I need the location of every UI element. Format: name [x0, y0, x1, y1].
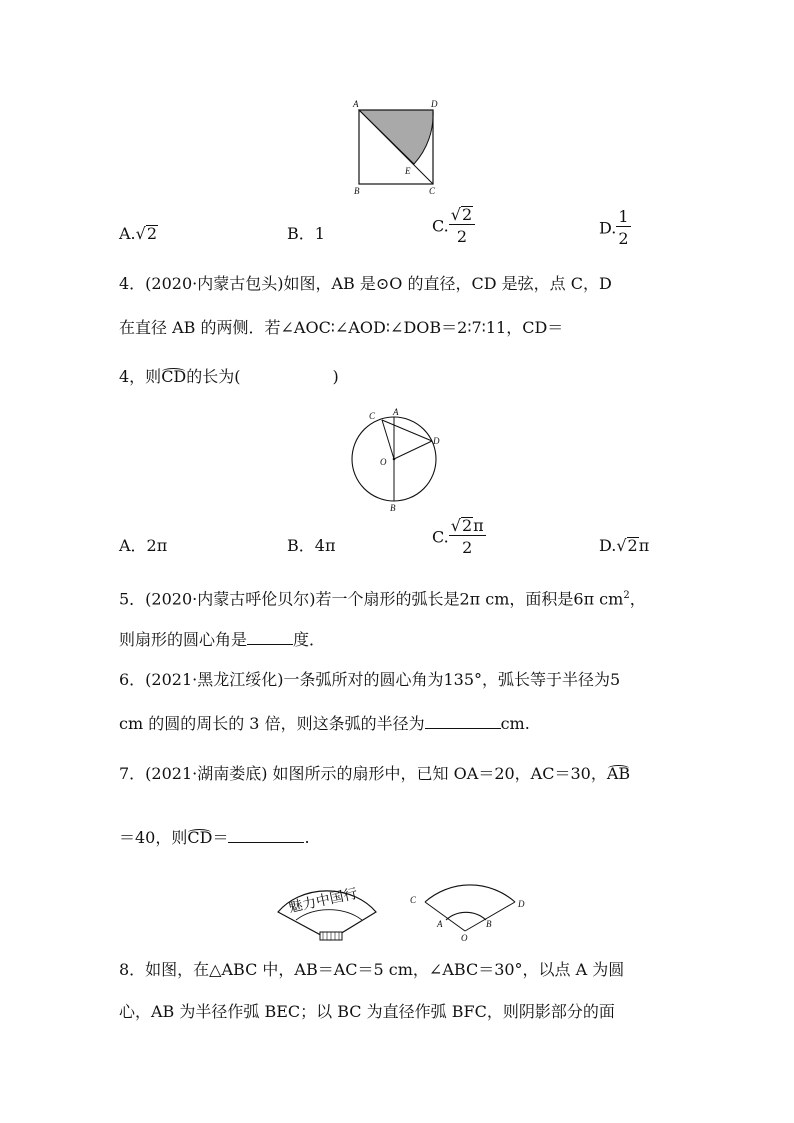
sector-inner-arc — [446, 912, 486, 920]
q6-line-1: 6．(2021·黑龙江绥化)一条弧所对的圆心角为135°，弧长等于半径为5 — [119, 670, 621, 689]
option-prefix: C. — [432, 527, 449, 547]
fraction — [449, 517, 486, 558]
fan-caption: 魅力中国行 — [287, 885, 360, 917]
text-segment: 4，则 — [119, 367, 162, 386]
label-c: C — [410, 895, 417, 905]
option-prefix: D. — [599, 218, 617, 238]
q4-line-3 — [119, 367, 339, 387]
q3-option-b — [287, 224, 325, 244]
q3-option-d — [599, 208, 631, 249]
text-segment: 5．(2020·内蒙古呼伦贝尔)若一个扇形的弧长是2π cm，面积是6π cm — [119, 589, 624, 609]
radius-od — [394, 441, 432, 459]
superscript: 2 — [623, 590, 630, 601]
answer-blank[interactable] — [247, 628, 293, 645]
denominator: 2 — [462, 538, 473, 557]
pi-symbol: π — [638, 536, 650, 555]
sqrt-sign: √ — [135, 224, 146, 243]
sqrt-radicand: 2 — [627, 536, 638, 555]
text-segment: 7．(2021·湖南娄底) 如图所示的扇形中，已知 OA＝20，AC＝30， — [119, 764, 607, 783]
text-segment: ) — [332, 367, 339, 386]
text-segment: 的长为( — [186, 367, 241, 386]
label-d: D — [433, 436, 440, 446]
shaded-region — [359, 110, 433, 164]
sqrt-sign: √ — [450, 205, 461, 224]
q4-option-a: A．2π — [119, 536, 168, 555]
q5-line-2 — [119, 628, 325, 650]
q4-line-1: 4．(2020·内蒙古包头)如图，AB 是⊙O 的直径，CD 是弦，点 C，D — [119, 274, 612, 293]
label-o: O — [461, 933, 468, 943]
radius-oc — [382, 420, 394, 459]
fan-figure — [268, 864, 658, 944]
label-a: A — [393, 407, 399, 417]
option-value: 1 — [314, 224, 325, 243]
q6-line-2 — [119, 712, 530, 734]
q7-line-1 — [119, 764, 630, 784]
sqrt-radicand: 2 — [146, 224, 158, 243]
q7-line-2 — [119, 826, 310, 848]
fraction — [449, 206, 475, 247]
option-prefix: C. — [432, 216, 449, 236]
sqrt-radicand: 2 — [461, 516, 473, 535]
center-point — [393, 458, 396, 461]
label-e: E — [405, 166, 411, 176]
arc-label: AB — [606, 764, 631, 783]
label-b: B — [486, 919, 492, 929]
fraction — [616, 208, 630, 249]
sector-edge-left — [425, 902, 465, 931]
text-segment: 则扇形的圆心角是 — [119, 630, 248, 649]
square-figure — [345, 92, 465, 202]
denominator: 2 — [456, 227, 468, 246]
text-segment: 度． — [293, 630, 326, 649]
label-c: C — [429, 186, 436, 196]
answer-blank[interactable] — [228, 826, 304, 843]
answer-blank[interactable] — [425, 712, 501, 729]
numerator: 1 — [618, 207, 629, 226]
label-a: A — [437, 919, 443, 929]
q4-option-b: B．4π — [287, 536, 336, 555]
label-o: O — [380, 457, 387, 467]
sqrt-radicand: 2 — [461, 205, 473, 224]
text-segment: cm 的圆的周长的 3 倍，则这条弧的半径为 — [119, 714, 425, 733]
sqrt-sign: √ — [450, 516, 461, 535]
sqrt-sign: √ — [616, 536, 627, 555]
text-segment: cm. — [500, 714, 530, 733]
q4-option-d — [599, 536, 649, 556]
q3-option-a — [119, 224, 158, 244]
sector-figure — [410, 885, 525, 943]
q3-option-c — [432, 206, 475, 247]
text-segment: ＝40，则 — [119, 828, 188, 847]
text-segment: . — [304, 828, 310, 847]
label-d: D — [518, 899, 525, 909]
label-d: D — [431, 99, 438, 109]
arc-label: CD — [187, 828, 213, 847]
q4-line-2: 在直径 AB 的两侧．若∠AOC∶∠AOD∶∠DOB＝2∶7∶11，CD＝ — [119, 318, 564, 337]
q5-line-1 — [119, 586, 646, 609]
denominator: 2 — [618, 229, 629, 248]
option-prefix: B． — [287, 224, 315, 243]
label-b: B — [354, 186, 360, 196]
option-prefix: A. — [119, 224, 136, 243]
option-prefix: D. — [599, 536, 617, 555]
sector-outer-arc — [425, 885, 515, 902]
label-a: A — [353, 99, 359, 109]
text-segment: ， — [629, 589, 646, 609]
label-b: B — [390, 503, 396, 513]
pi-symbol: π — [473, 516, 484, 535]
folding-fan — [278, 885, 376, 940]
text-segment: ＝ — [212, 828, 229, 847]
q8-line-1: 8．如图，在△ABC 中，AB＝AC＝5 cm，∠ABC＝30°，以点 A 为圆 — [119, 960, 625, 979]
q4-option-c — [432, 517, 486, 558]
q8-line-2: 心，AB 为半径作弧 BEC；以 BC 为直径作弧 BFC，则阴影部分的面 — [119, 1002, 615, 1021]
label-c: C — [369, 411, 376, 421]
circle-figure — [342, 404, 452, 514]
arc-label: CD — [161, 367, 187, 386]
